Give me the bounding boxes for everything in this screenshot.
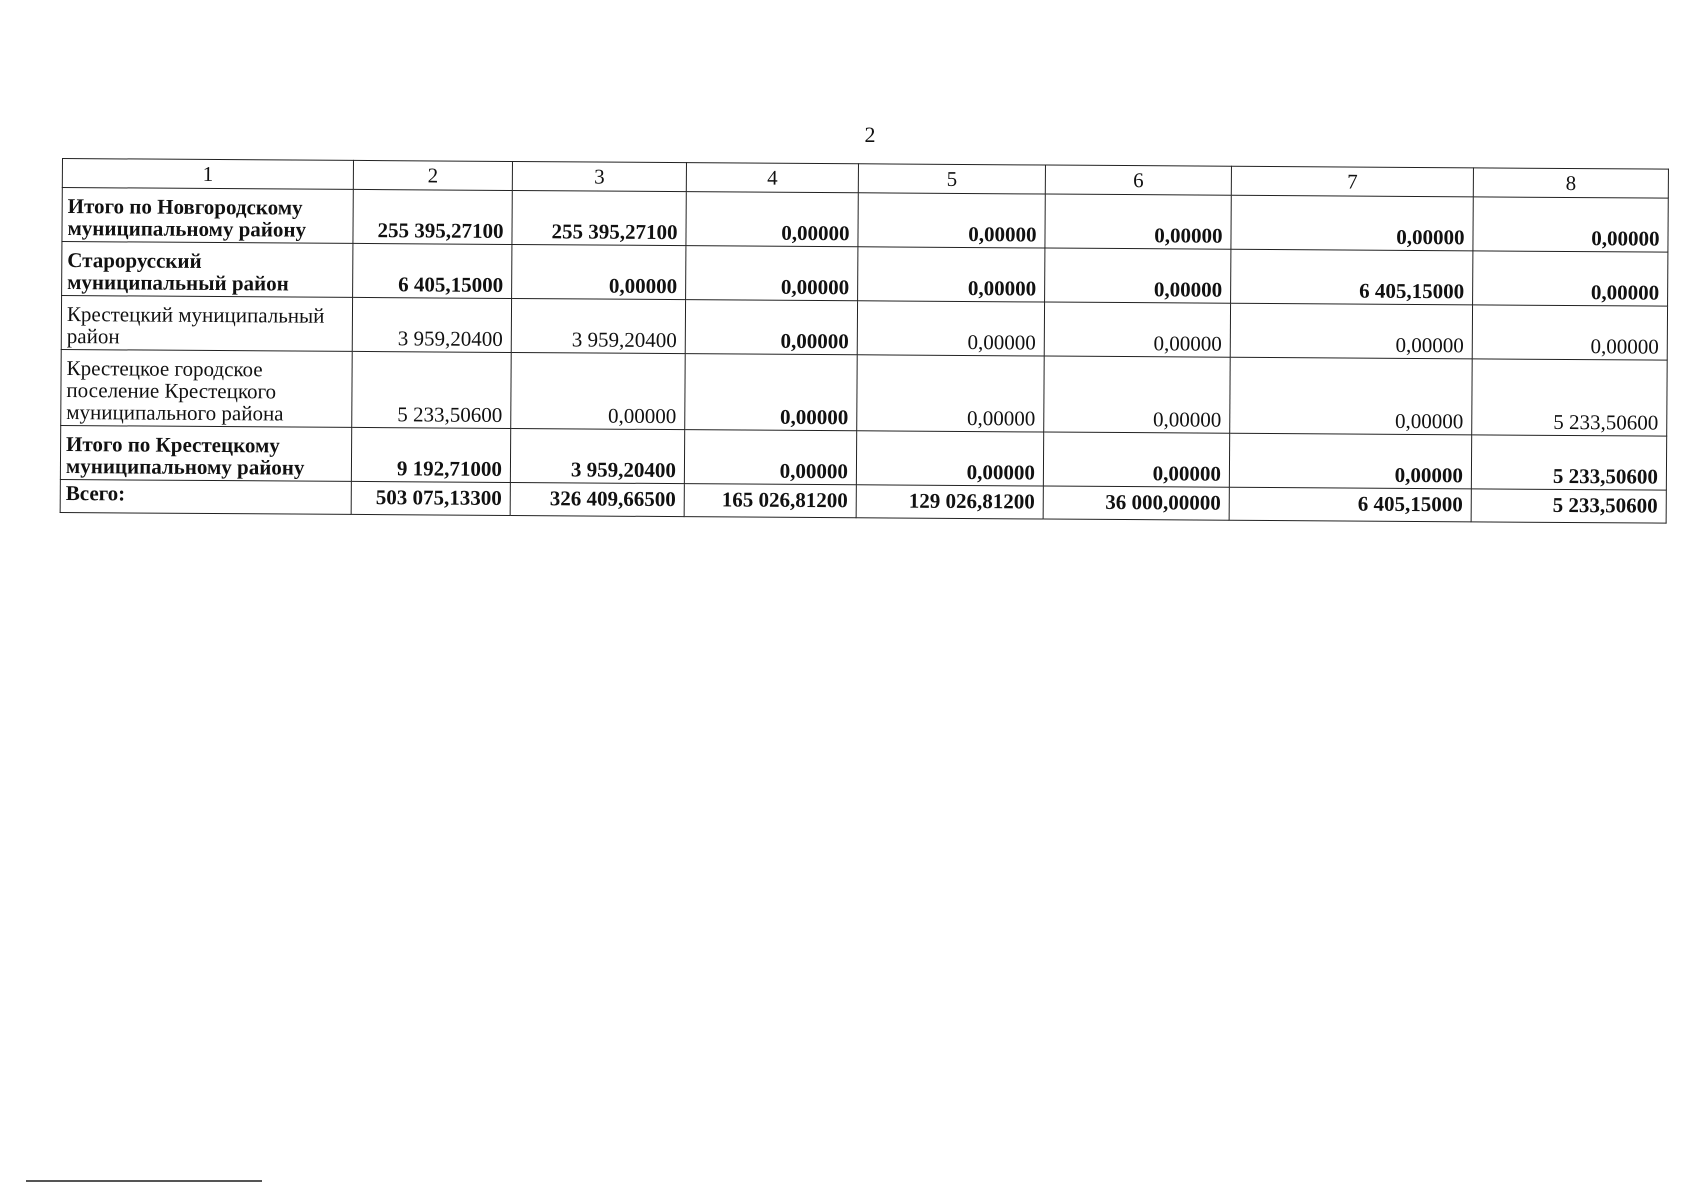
total-cell: 5 233,50600 <box>1471 489 1666 523</box>
table-cell: 0,00000 <box>1045 194 1231 249</box>
table-cell: 0,00000 <box>684 430 856 485</box>
table-cell: 0,00000 <box>686 246 858 301</box>
row-name: Итого по Крестецкому муниципальному району <box>60 425 351 481</box>
table-cell: 0,00000 <box>685 300 857 355</box>
table-cell: 3 959,20400 <box>352 297 511 352</box>
table-cell: 6 405,15000 <box>1231 249 1473 305</box>
total-cell: 326 409,66500 <box>510 482 684 516</box>
total-cell: 503 075,13300 <box>351 481 510 515</box>
table-cell: 0,00000 <box>511 352 686 429</box>
table-cell: 255 395,27100 <box>353 189 512 244</box>
row-name: Старорусский муниципальный район <box>62 242 353 298</box>
table-cell: 0,00000 <box>858 193 1045 248</box>
table-cell: 5 233,50600 <box>1471 435 1666 490</box>
table-cell: 0,00000 <box>857 301 1044 356</box>
total-cell: 129 026,81200 <box>856 485 1043 519</box>
table-cell: 0,00000 <box>686 192 858 247</box>
table-row <box>61 349 1667 436</box>
column-number: 7 <box>1231 166 1473 197</box>
table-cell: 0,00000 <box>1473 197 1668 252</box>
table-cell: 0,00000 <box>1473 251 1668 306</box>
table-cell: 5 233,50600 <box>352 351 512 428</box>
table-cell: 0,00000 <box>1472 305 1667 360</box>
row-name: Крестецкий муниципальный район <box>61 296 352 352</box>
table-cell: 5 233,50600 <box>1472 359 1667 436</box>
table-cell: 0,00000 <box>1230 303 1472 359</box>
table-cell: 0,00000 <box>1045 248 1231 303</box>
column-number: 8 <box>1473 168 1668 198</box>
total-cell: 36 000,00000 <box>1043 486 1229 520</box>
column-number: 5 <box>858 164 1045 194</box>
table-cell: 0,00000 <box>1229 433 1471 489</box>
table-cell: 0,00000 <box>1231 195 1473 251</box>
table-sheet <box>60 158 1668 524</box>
table-cell: 0,00000 <box>1043 432 1229 487</box>
table-cell: 0,00000 <box>856 431 1043 486</box>
column-number: 1 <box>62 159 353 190</box>
column-number: 4 <box>686 163 858 193</box>
row-name: Крестецкое городское поселение Крестецкого муниципального района <box>61 349 352 427</box>
table-cell: 0,00000 <box>685 354 858 431</box>
table-cell: 0,00000 <box>1044 356 1231 433</box>
table-cell: 0,00000 <box>857 355 1044 432</box>
row-name: Итого по Новгородскому муниципальному району <box>62 188 353 244</box>
table-cell: 0,00000 <box>858 247 1045 302</box>
total-cell: 6 405,15000 <box>1229 487 1471 522</box>
table-cell: 3 959,20400 <box>511 298 685 353</box>
table-cell: 6 405,15000 <box>353 243 512 298</box>
table-cell: 0,00000 <box>1230 357 1472 435</box>
budget-table <box>60 158 1669 524</box>
table-cell: 255 395,27100 <box>512 190 686 245</box>
column-number: 6 <box>1045 165 1231 195</box>
table-cell: 0,00000 <box>1044 302 1230 357</box>
total-label: Всего: <box>60 479 351 514</box>
column-number: 2 <box>353 160 512 190</box>
page-number: 2 <box>864 122 876 147</box>
table-cell: 9 192,71000 <box>351 427 510 482</box>
table-cell: 3 959,20400 <box>510 428 684 483</box>
table-cell: 0,00000 <box>512 244 686 299</box>
column-number: 3 <box>512 161 686 191</box>
total-cell: 165 026,81200 <box>684 484 856 518</box>
footer-rule <box>26 1180 262 1182</box>
